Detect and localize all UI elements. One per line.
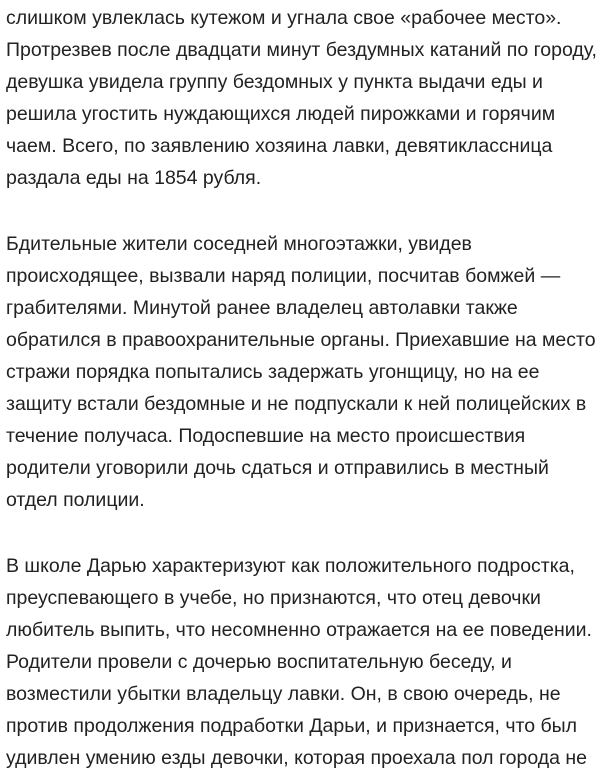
paragraph-line: преуспевающего в учебе, но признаются, что отец девочки [6, 587, 541, 609]
paragraph-line: Протрезвев после двадцати минут бездумных катаний по городу, [6, 39, 597, 61]
paragraph-line: чаем. Всего, по заявлению хозяина лавки, девятиклассница [6, 135, 553, 157]
paragraph-line: возместили убытки владельцу лавки. Он, в свою очередь, не [6, 683, 561, 705]
paragraph-line: грабителями. Минутой ранее владелец автолавки также [6, 297, 518, 319]
paragraph-line: обратился в правоохранительные органы. Приехавшие на место [6, 329, 596, 351]
paragraph-line: решила угостить нуждающихся людей пирожками и горячим [6, 103, 556, 125]
paragraph-line: Родители провели с дочерью воспитательную беседу, и [6, 651, 512, 673]
paragraph-line: удивлен умению езды девочки, которая проехала пол города не [6, 747, 588, 769]
paragraph-line: родители уговорили дочь сдаться и отправились в местный [6, 457, 549, 479]
paragraph-1 [6, 2, 606, 194]
paragraph-line: любитель выпить, что несомненно отражается на ее поведении. [6, 619, 592, 641]
paragraph-line: стражи порядка попытались задержать угонщицу, но на ее [6, 361, 540, 383]
paragraph-line: происходящее, вызвали наряд полиции, посчитав бомжей — [6, 265, 561, 287]
paragraph-line: В школе Дарью характеризуют как положительного подростка, [6, 555, 575, 577]
paragraph-spacer [6, 194, 606, 228]
paragraph-line: девушка увидела группу бездомных у пункта выдачи еды и [6, 71, 543, 93]
paragraph-2 [6, 228, 606, 516]
article-body [6, 0, 606, 774]
paragraph-line: Бдительные жители соседней многоэтажки, увидев [6, 233, 472, 255]
paragraph-line: отдел полиции. [6, 489, 145, 511]
paragraph-line: защиту встали бездомные и не подпускали к ней полицейских в [6, 393, 587, 415]
paragraph-line: раздала еды на 1854 рубля. [6, 167, 262, 189]
paragraph-3 [6, 550, 606, 774]
paragraph-spacer [6, 516, 606, 550]
paragraph-line: против продолжения подработки Дарьи, и признается, что был [6, 715, 578, 737]
paragraph-line: течение получаса. Подоспевшие на место происшествия [6, 425, 526, 447]
paragraph-line: слишком увлеклась кутежом и угнала свое «рабочее место». [6, 7, 562, 29]
